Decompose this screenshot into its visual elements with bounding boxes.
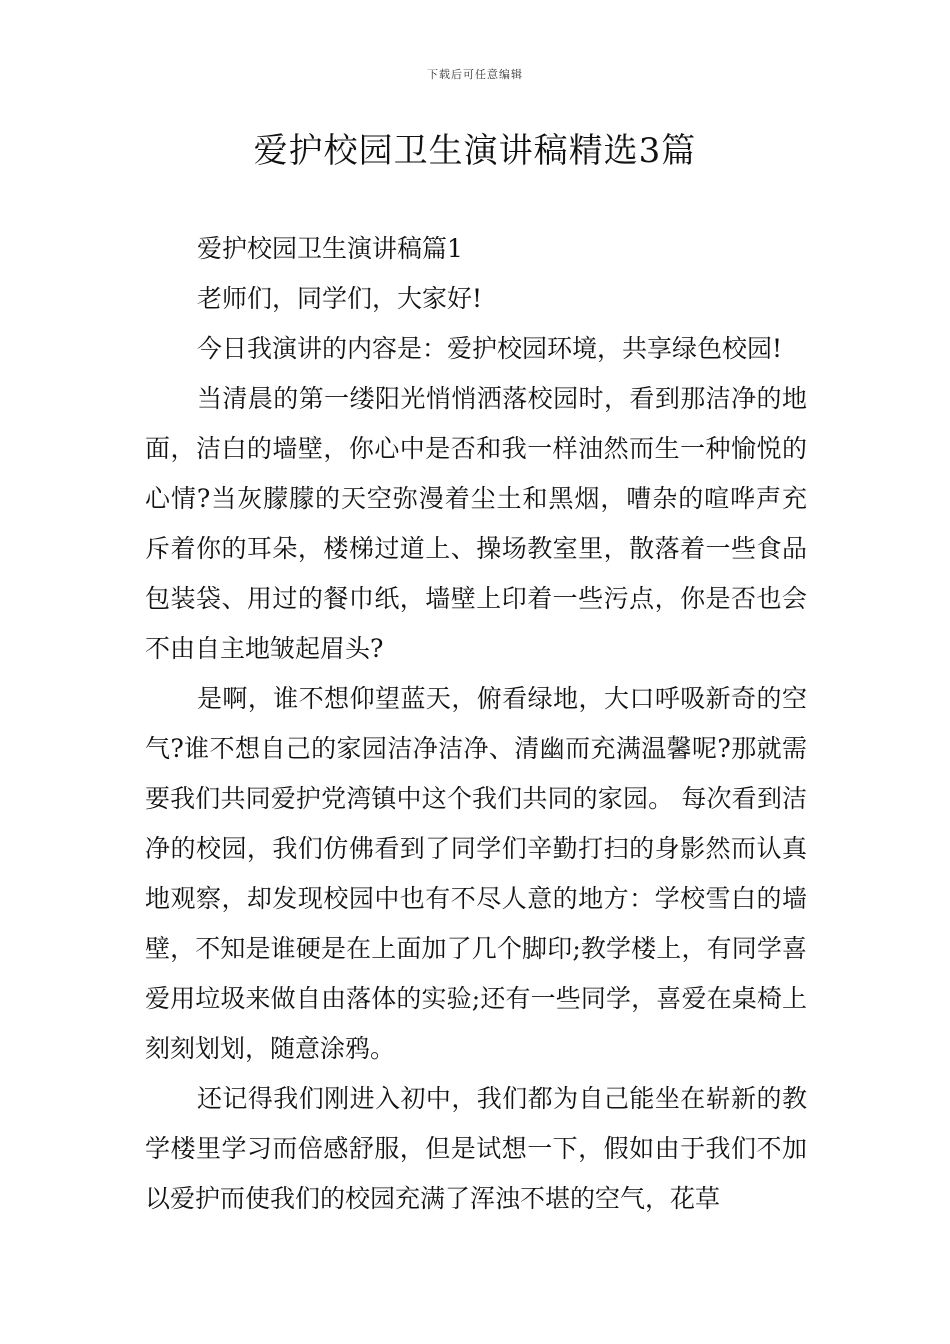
topic-paragraph: 今日我演讲的内容是：爱护校园环境，共享绿色校园!	[197, 334, 783, 363]
greeting-paragraph: 老师们，同学们，大家好!	[197, 284, 483, 313]
section-heading: 爱护校园卫生演讲稿篇1	[197, 234, 463, 263]
document-body	[145, 224, 807, 1224]
body-paragraph: 还记得我们刚进入初中，我们都为自己能坐在崭新的教学楼里学习而倍感舒服，但是试想一下，假如由于我们不加以爱护而使我们的校园充满了浑浊不堪的空气，花草	[145, 1084, 807, 1213]
body-paragraph: 当清晨的第一缕阳光悄悄洒落校园时，看到那洁净的地面，洁白的墙壁，你心中是否和我一样油然而生一种愉悦的心情?当灰朦朦的天空弥漫着尘土和黑烟，嘈杂的喧哗声充斥着你的耳朵，楼梯过道上、操场教室里，散落着一些食品包装袋、用过的餐巾纸，墙壁上印着一些污点，你是否也会不由自主地皱起眉头?	[145, 384, 807, 663]
body-paragraph: 是啊，谁不想仰望蓝天，俯看绿地，大口呼吸新奇的空气?谁不想自己的家园洁净洁净、清幽而充满温馨呢?那就需要我们共同爱护党湾镇中这个我们共同的家园。 每次看到洁净的校园，我们仿佛看到了同学们辛勤打扫的身影然而认真地观察，却发现校园中也有不尽人意的地方：学校雪白的墙壁，不知是谁硬是在上面加了几个脚印;教学楼上，有同学喜爱用垃圾来做自由落体的实验;还有一些同学，喜爱在桌椅上刻刻划划，随意涂鸦。	[145, 684, 807, 1063]
header-note: 下载后可任意编辑	[427, 68, 523, 81]
document-title: 爱护校园卫生演讲稿精选3篇	[253, 131, 697, 171]
